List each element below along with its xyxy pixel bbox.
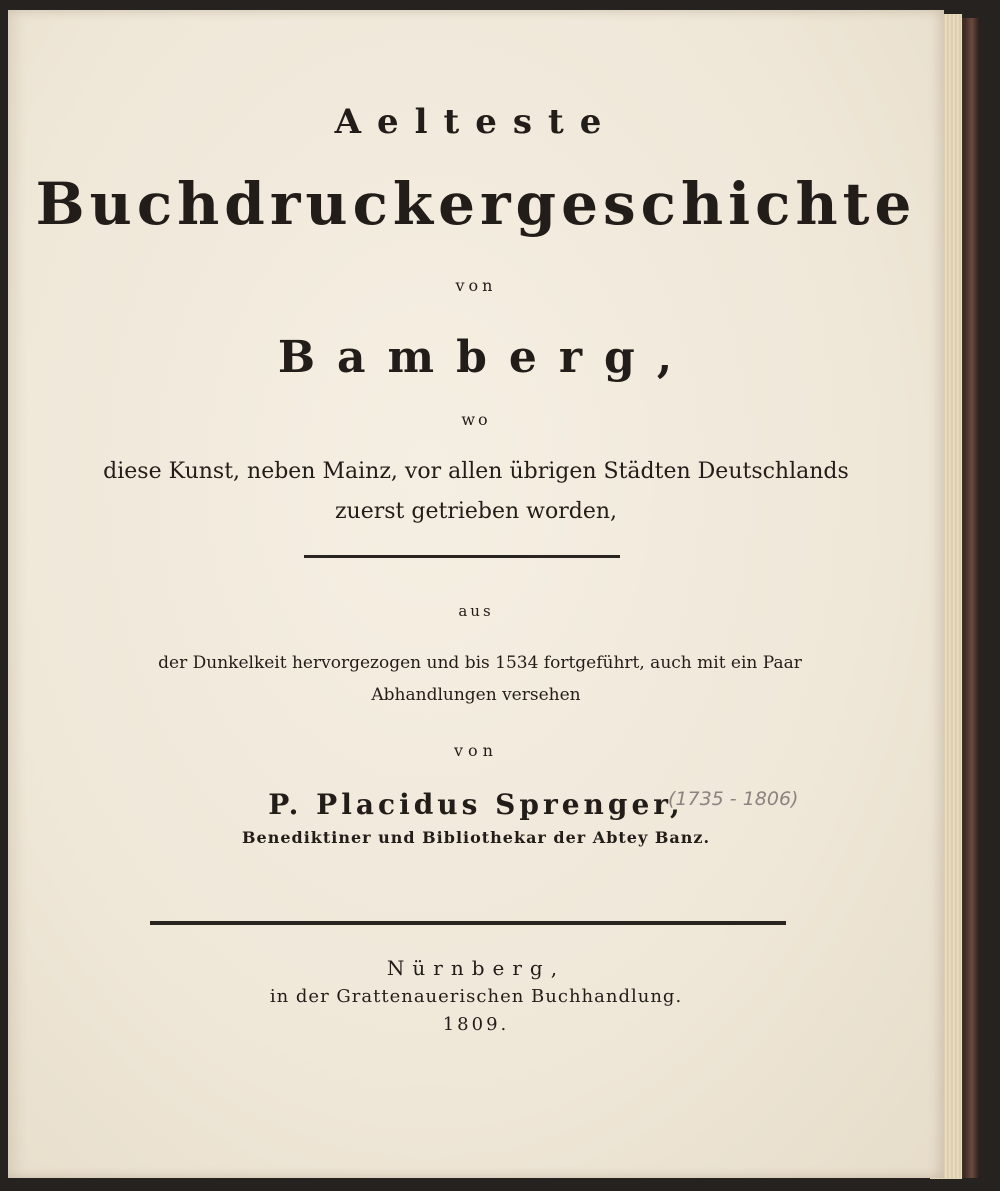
title-page [8,10,944,1178]
title-line-1: Aelteste [334,102,618,142]
description-line-1: diese Kunst, neben Mainz, vor allen übrigen Städten Deutschlands [103,459,849,484]
connector-von: von [455,276,497,295]
divider-rule-1 [304,555,620,558]
divider-rule-2 [150,921,786,925]
author-name: P. Placidus Sprenger, [268,788,684,821]
title-line-2: Buchdruckergeschichte [35,170,917,238]
imprint-publisher: in der Grattenauerischen Buchhandlung. [269,986,683,1007]
pencil-annotation: (1735 - 1806) [668,788,799,810]
place-name: Bamberg, [277,332,695,383]
subtitle-line-1: der Dunkelkeit hervorgezogen und bis 1534 fortgeführt, auch mit ein Paar [158,653,802,673]
imprint-year: 1809. [442,1014,510,1035]
subtitle-line-2: Abhandlungen versehen [371,685,581,705]
connector-aus: aus [458,602,494,620]
imprint-city: Nürnberg, [386,956,566,980]
author-role: Benediktiner und Bibliothekar der Abtey Banz. [241,828,711,847]
description-line-2: zuerst getrieben worden, [334,499,618,524]
connector-von-2: von [454,741,498,760]
connector-wo: wo [461,410,491,429]
